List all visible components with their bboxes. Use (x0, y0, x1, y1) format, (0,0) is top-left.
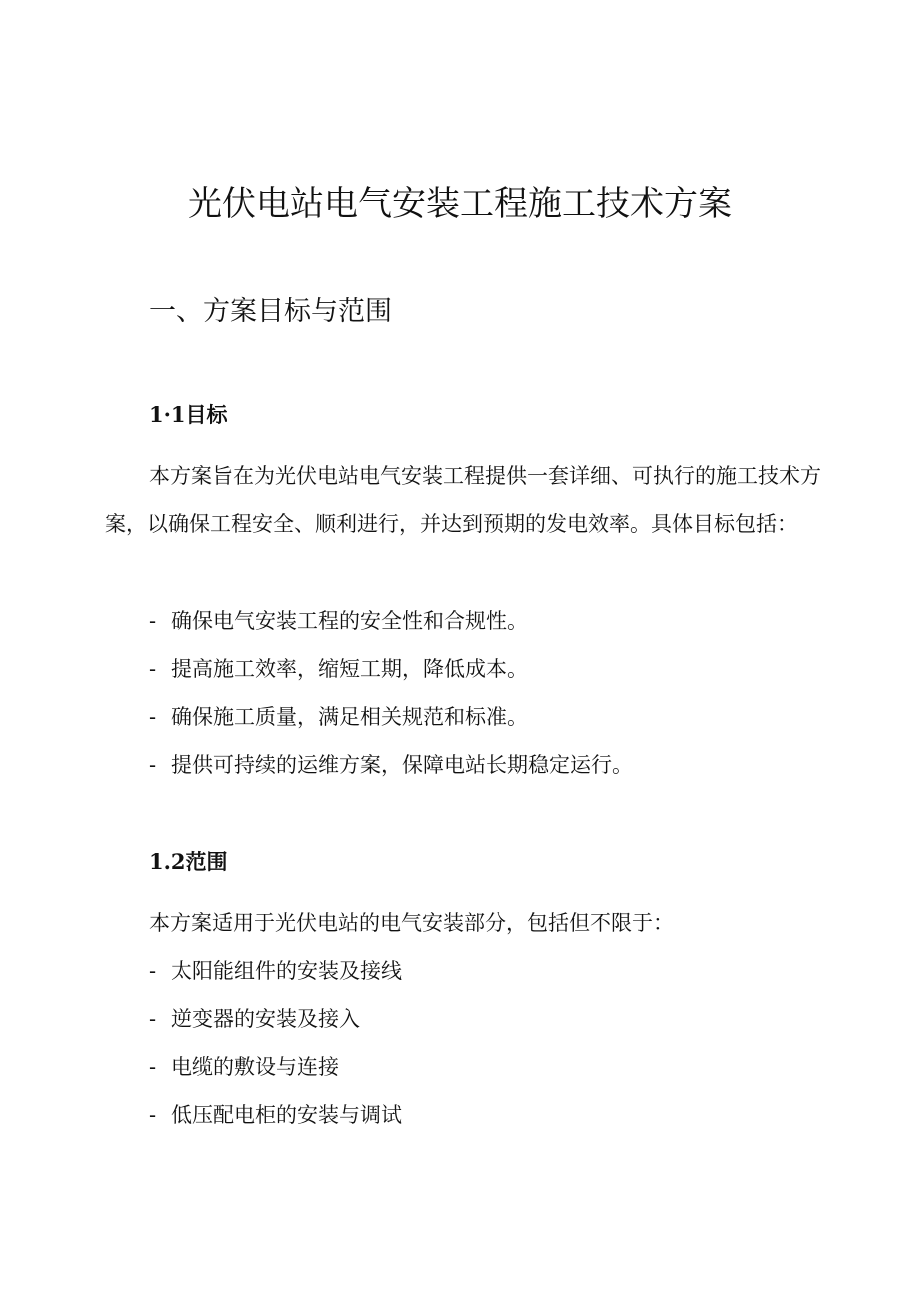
list-item (149, 597, 633, 645)
list-item (149, 947, 402, 995)
bullet-dash: - (149, 657, 157, 681)
goals-paragraph: 本方案旨在为光伏电站电气安装工程提供一套详细、可执行的施工技术方案，以确保工程安全、顺利进行，并达到预期的发电效率。具体目标包括： (105, 464, 821, 536)
list-item-text: 确保施工质量，满足相关规范和标准。 (171, 705, 528, 729)
document-title: 光伏电站电气安装工程施工技术方案 (188, 184, 732, 224)
scope-list (149, 947, 402, 1139)
list-item (149, 1043, 402, 1091)
list-item (149, 693, 633, 741)
list-item (149, 645, 633, 693)
list-item-text: 确保电气安装工程的安全性和合规性。 (171, 609, 528, 633)
bullet-dash: - (149, 1007, 157, 1031)
list-item-text: 逆变器的安装及接入 (171, 1007, 360, 1031)
bullet-dash: - (149, 1055, 157, 1079)
bullet-dash: - (149, 705, 157, 729)
list-item (149, 1091, 402, 1139)
list-item-text: 电缆的敷设与连接 (171, 1055, 339, 1079)
subsection-heading-scope: 1.2范围 (149, 849, 228, 874)
goals-list (149, 597, 633, 789)
bullet-dash: - (149, 609, 157, 633)
list-item-text: 低压配电柜的安装与调试 (171, 1103, 402, 1127)
bullet-dash: - (149, 959, 157, 983)
list-item (149, 995, 402, 1043)
scope-paragraph: 本方案适用于光伏电站的电气安装部分，包括但不限于： (149, 911, 674, 935)
subsection-heading-goals: 1·1目标 (149, 402, 228, 427)
bullet-dash: - (149, 753, 157, 777)
list-item-text: 提高施工效率，缩短工期，降低成本。 (171, 657, 528, 681)
list-item-text: 提供可持续的运维方案，保障电站长期稳定运行。 (171, 753, 633, 777)
section-heading: 一、方案目标与范围 (149, 296, 392, 327)
list-item-text: 太阳能组件的安装及接线 (171, 959, 402, 983)
list-item (149, 741, 633, 789)
bullet-dash: - (149, 1103, 157, 1127)
